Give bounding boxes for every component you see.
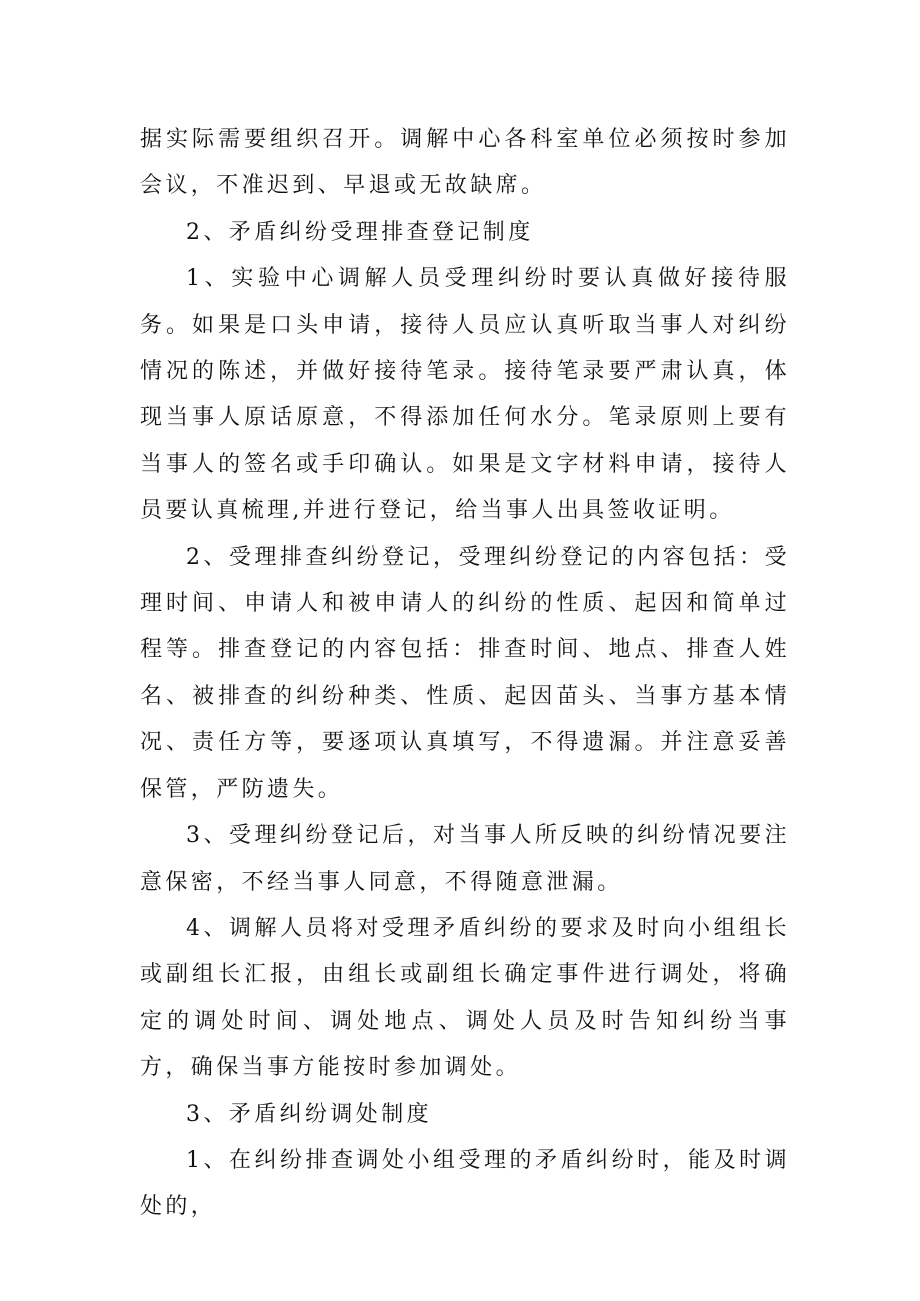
section-heading-3: 3、矛盾纠纷调处制度: [186, 1101, 432, 1127]
paragraph-item-1: 1、实验中心调解人员受理纠纷时要认真做好接待服务。如果是口头申请，接待人员应认真听取当事人对纠纷情况的陈述，并做好接待笔录。接待笔录要严肃认真，体现当事人原话原意，不得添加任何水分。笔录原则上要有当事人的签名或手印确认。如果是文字材料申请，接待人员要认真梳理,并进行登记，给当事人出具签收证明。: [140, 266, 790, 524]
paragraph-item-2: 2、受理排查纠纷登记，受理纠纷登记的内容包括：受理时间、申请人和被申请人的纠纷的性质、起因和简单过程等。排查登记的内容包括：排查时间、地点、排查人姓名、被排查的纠纷种类、性质、起因苗头、当事方基本情况、责任方等，要逐项认真填写，不得遗漏。并注意妥善保管，严防遗失。: [140, 544, 790, 802]
section-heading-2: 2、矛盾纠纷受理排查登记制度: [186, 219, 534, 245]
paragraph-item-4: 4、调解人员将对受理矛盾纠纷的要求及时向小组组长或副组长汇报，由组长或副组长确定事件进行调处，将确定的调处时间、调处地点、调处人员及时告知纠纷当事方，确保当事方能按时参加调处。: [140, 915, 790, 1081]
document-page: [140, 117, 790, 1231]
paragraph-item-5: 1、在纠纷排查调处小组受理的矛盾纠纷时，能及时调处的，: [140, 1147, 790, 1220]
paragraph-continuation: 据实际需要组织召开。调解中心各科室单位必须按时参加会议，不准迟到、早退或无故缺席。: [140, 127, 790, 199]
paragraph-item-3: 3、受理纠纷登记后，对当事人所反映的纠纷情况要注意保密，不经当事人同意，不得随意泄漏。: [140, 823, 790, 895]
